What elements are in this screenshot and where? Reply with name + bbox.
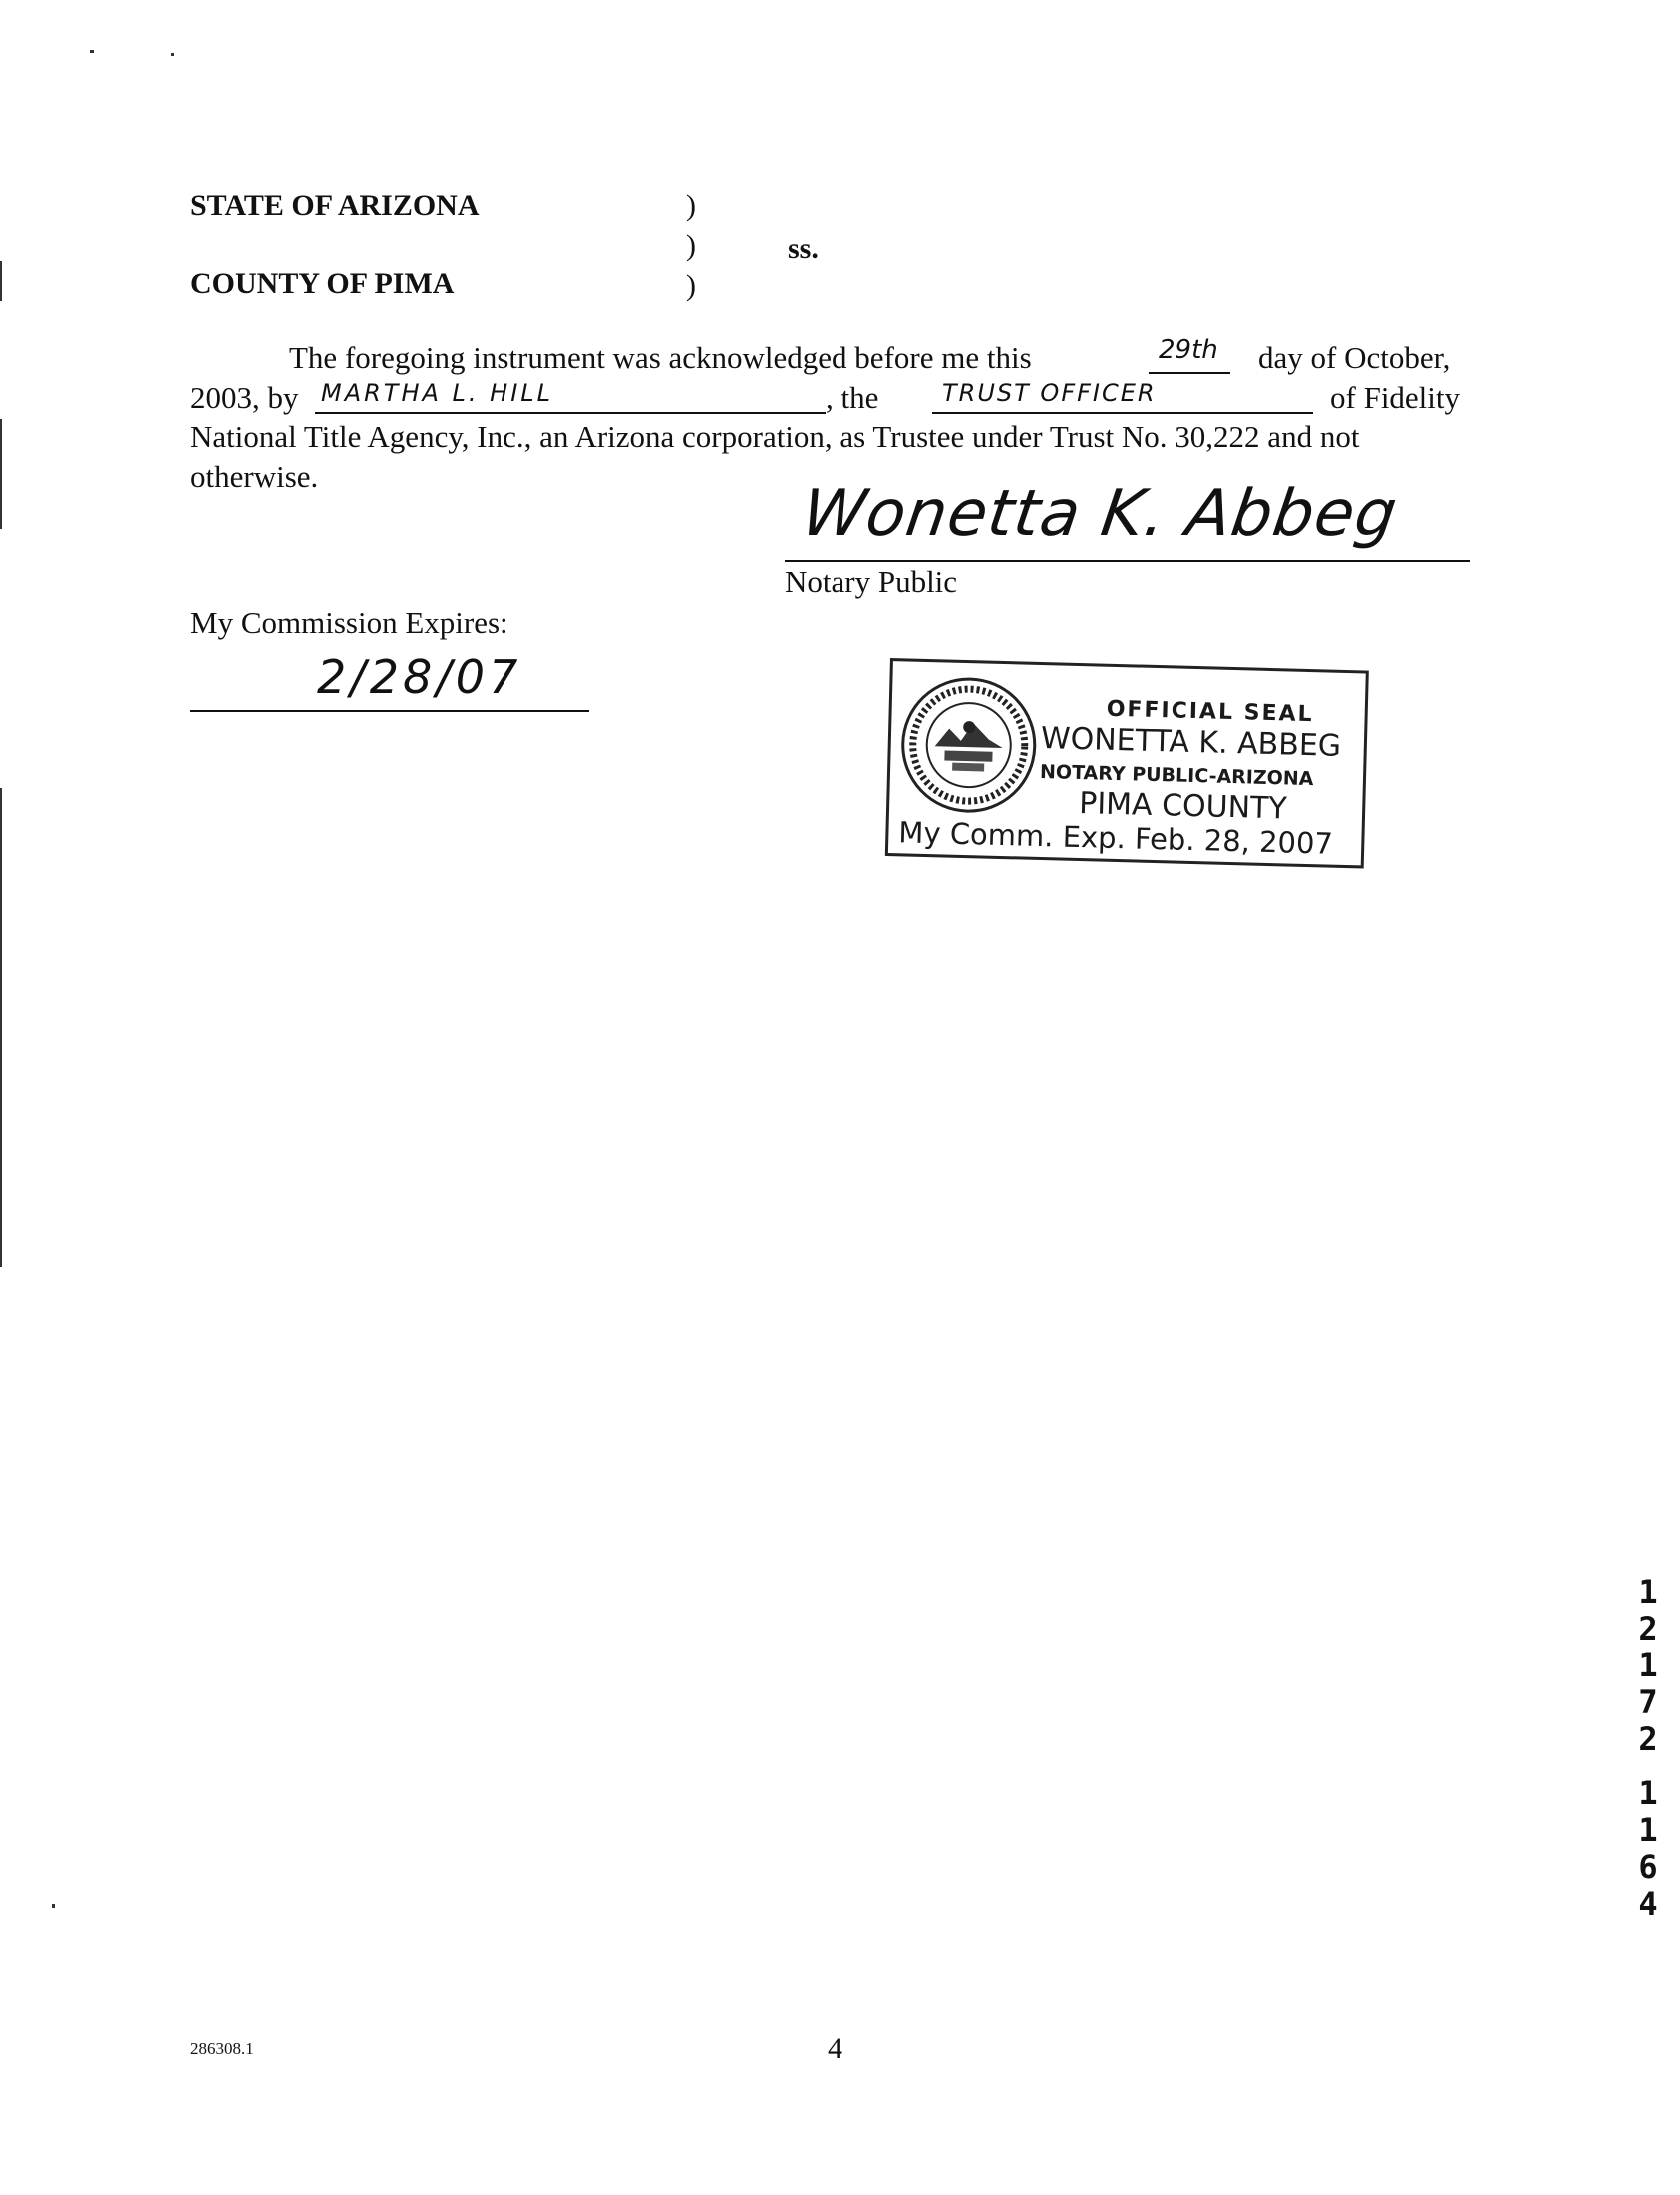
name-blank (315, 412, 826, 414)
scan-speck (52, 1904, 55, 1908)
commission-line (190, 710, 589, 712)
paren-1: ) (686, 189, 696, 222)
notary-signature: Wonetta K. Abbeg (797, 477, 1403, 550)
name-handwritten: MARTHA L. HILL (321, 379, 554, 407)
commission-label: My Commission Expires: (190, 605, 508, 640)
paren-2: ) (686, 229, 696, 262)
ss-label: ss. (788, 232, 819, 265)
margin-digit: 4 (1638, 1885, 1658, 1923)
seal-line-5: My Comm. Exp. Feb. 28, 2007 (897, 815, 1334, 861)
seal-line-4: PIMA COUNTY (1078, 786, 1288, 827)
seal-line-3: NOTARY PUBLIC-ARIZONA (1039, 760, 1314, 791)
seal-line-2: WONETTA K. ABBEG (1040, 720, 1342, 764)
title-handwritten: TRUST OFFICER (942, 379, 1157, 407)
margin-digit: 1 (1638, 1646, 1658, 1684)
ack-line-2a: 2003, by (190, 380, 299, 415)
scan-speck (90, 50, 94, 53)
paren-3: ) (686, 269, 696, 302)
margin-number-group-1 (1633, 1574, 1663, 1758)
ack-line-4: otherwise. (190, 459, 319, 494)
notary-public-label: Notary Public (785, 564, 958, 599)
county-heading: COUNTY OF PIMA (190, 267, 455, 300)
margin-digit: 1 (1638, 1811, 1658, 1849)
ack-line-2c: of Fidelity (1330, 380, 1461, 415)
margin-digit: 1 (1638, 1774, 1658, 1812)
document-id: 286308.1 (190, 2039, 254, 2058)
margin-number-group-2 (1633, 1775, 1663, 1923)
scan-speck (171, 53, 174, 56)
arizona-state-seal-icon (897, 673, 1041, 817)
scan-edge-mark (0, 419, 2, 529)
margin-digit: 2 (1638, 1610, 1658, 1647)
seal-line-1: OFFICIAL SEAL (1106, 696, 1314, 728)
ack-line-1a: The foregoing instrument was acknowledged before me this (289, 340, 1032, 375)
commission-date-handwritten: 2/28/07 (317, 650, 522, 704)
title-blank (932, 412, 1313, 414)
ack-line-2b: , the (826, 380, 879, 415)
margin-digit: 2 (1638, 1720, 1658, 1758)
scan-edge-mark (0, 261, 2, 301)
margin-digit: 1 (1638, 1573, 1658, 1611)
scan-edge-mark (0, 788, 2, 1267)
day-blank (1149, 372, 1230, 374)
ack-line-1b: day of October, (1258, 340, 1451, 375)
state-heading: STATE OF ARIZONA (190, 189, 480, 222)
official-seal-stamp (885, 658, 1369, 868)
margin-digit: 7 (1638, 1683, 1658, 1721)
day-handwritten: 29th (1159, 335, 1218, 365)
ack-line-3: National Title Agency, Inc., an Arizona corporation, as Trustee under Trust No. 30,222 and not (190, 419, 1360, 454)
margin-digit: 6 (1638, 1848, 1658, 1886)
page-number: 4 (828, 2032, 842, 2065)
